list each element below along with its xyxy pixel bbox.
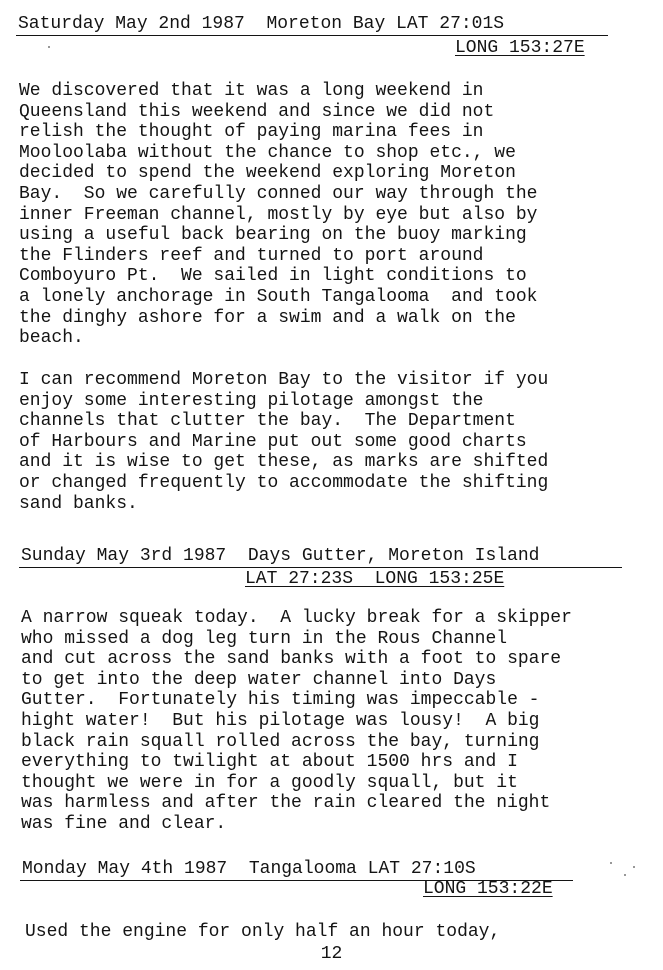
text-line: who missed a dog leg turn in the Rous Channel [21, 628, 508, 649]
entry-heading-monday: Monday May 4th 1987 Tangalooma LAT 27:10S [22, 859, 476, 879]
entry-coordinates-saturday: LONG 153:27E [455, 38, 585, 58]
text-line: of Harbours and Marine put out some good charts [19, 431, 527, 452]
text-line: inner Freeman channel, mostly by eye but also by [19, 204, 538, 225]
text-line: channels that clutter the bay. The Department [19, 411, 516, 432]
text-line: using a useful back bearing on the buoy marking [19, 225, 527, 246]
text-line: A narrow squeak today. A lucky break for a skipper [21, 608, 572, 628]
text-line: We discovered that it was a long weekend in [19, 81, 484, 101]
text-line: Comboyuro Pt. We sailed in light conditions to [19, 266, 527, 287]
page-number: 12 [320, 944, 343, 964]
text-line: black rain squall rolled across the bay, turning [21, 731, 540, 752]
text-line: everything to twilight at about 1500 hrs and I [21, 752, 518, 773]
text-line: was fine and clear. [21, 813, 227, 834]
entry-coordinates-sunday: LAT 27:23S LONG 153:25E [245, 569, 505, 589]
text-line: a lonely anchorage in South Tangalooma and took [19, 286, 538, 307]
text-line: enjoy some interesting pilotage amongst the [19, 390, 484, 411]
text-line: the dinghy ashore for a swim and a walk on the [19, 307, 516, 328]
entry-heading-saturday: Saturday May 2nd 1987 Moreton Bay LAT 27:01S [18, 14, 505, 34]
text-line: the Flinders reef and turned to port around [19, 245, 484, 266]
text-line: beach. [19, 328, 84, 349]
text-line: sand banks. [19, 493, 138, 514]
text-line: Bay. So we carefully conned our way through the [19, 183, 538, 204]
text-line: Queensland this weekend and since we did not [19, 101, 495, 122]
text-line: and cut across the sand banks with a foot to spare [21, 649, 562, 670]
text-line: to get into the deep water channel into Days [21, 669, 497, 690]
text-line: decided to spend the weekend exploring Moreton [19, 163, 516, 184]
text-line: Mooloolaba without the chance to shop etc., we [19, 142, 516, 163]
heading-rule [16, 35, 608, 36]
text-line: was harmless and after the rain cleared the night [21, 793, 551, 814]
entry-paragraph [21, 608, 572, 835]
scan-speck [610, 862, 612, 864]
entry-paragraph [19, 370, 548, 514]
entry-coordinates-monday: LONG 153:22E [423, 879, 553, 899]
text-line: Used the engine for only half an hour today, [25, 922, 501, 942]
heading-rule [19, 567, 622, 568]
scan-speck [48, 46, 50, 48]
entry-heading-sunday: Sunday May 3rd 1987 Days Gutter, Moreton Island [21, 546, 540, 566]
scan-speck [633, 866, 635, 868]
text-line: Gutter. Fortunately his timing was impeccable - [21, 690, 540, 711]
text-line: hight water! But his pilotage was lousy! A big [21, 710, 540, 731]
scan-speck [624, 874, 626, 876]
text-line: thought we were in for a goodly squall, but it [21, 772, 518, 793]
entry-paragraph [25, 922, 500, 943]
text-line: I can recommend Moreton Bay to the visitor if you [19, 370, 549, 390]
text-line: relish the thought of paying marina fees in [19, 122, 484, 143]
text-line: and it is wise to get these, as marks are shifted [19, 452, 549, 473]
entry-paragraph [19, 81, 537, 349]
text-line: or changed frequently to accommodate the shifting [19, 472, 549, 493]
